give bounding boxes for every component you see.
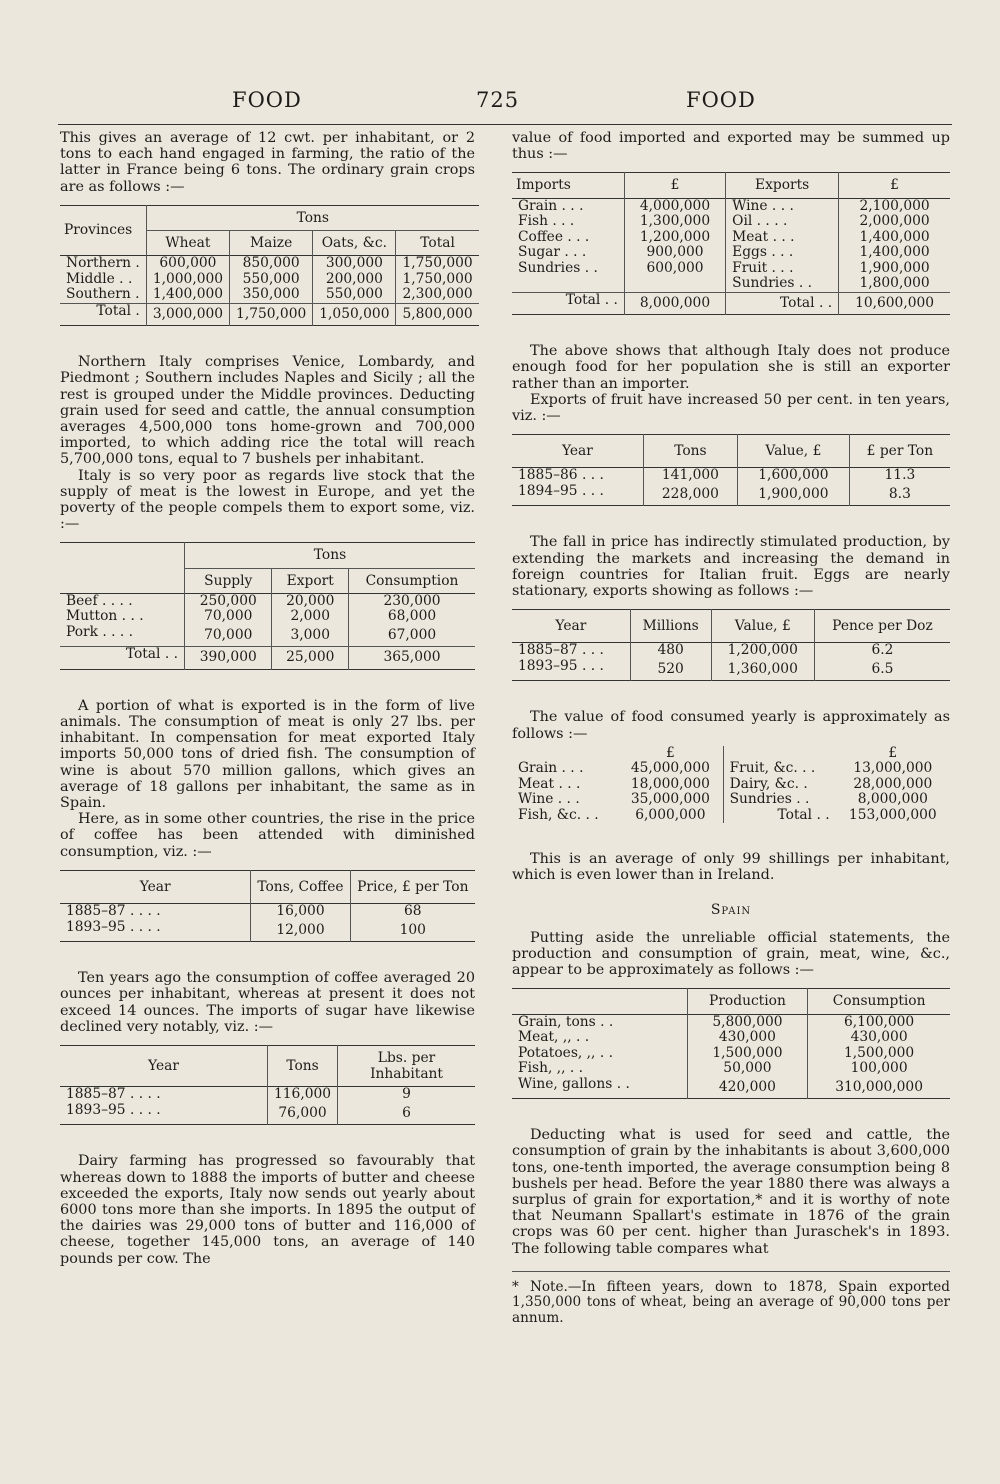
row-label: Pork . . . . (66, 623, 134, 640)
currency-header: £ (665, 744, 675, 761)
table-header: Provinces (64, 222, 133, 239)
paragraph: value of food imported and exported may be summed up thus :— (512, 130, 950, 163)
row-label: Fish, &c. . . (518, 806, 599, 823)
cell: 6.2 (814, 643, 950, 659)
table-header: Value, £ (738, 435, 850, 468)
cell: 900,000 (624, 245, 725, 261)
cell: 8.3 (849, 484, 950, 506)
row-label: Total . . (125, 646, 178, 663)
row-label: 1893–95 . . . (518, 657, 604, 674)
cell: 12,000 (251, 920, 350, 942)
row-label: Wine . . . (726, 198, 839, 214)
row-label: 1885–87 . . . (518, 642, 604, 659)
table-header: Export (272, 568, 349, 593)
row-label: 1893–95 . . . . (66, 918, 161, 935)
cell: 520 (630, 659, 711, 681)
cell: 6,000,000 (635, 806, 706, 823)
currency-header: £ (888, 744, 898, 761)
row-label: 1885–86 . . . (518, 467, 604, 484)
table-header: Production (687, 989, 808, 1014)
consumed-table (512, 746, 950, 824)
page-number: 725 (476, 88, 520, 112)
paragraph: The above shows that although Italy does not produce enough food for her population she is still an exporter rather than an importer. (512, 343, 950, 392)
row-label: Beef . . . . (66, 592, 133, 609)
cell: 310,000,000 (808, 1077, 950, 1099)
table-header: Wheat (146, 231, 229, 256)
cell: 1,500,000 (808, 1046, 950, 1062)
paragraph: Here, as in some other countries, the rise in the price of coffee has been attended with diminished consumption, viz. :— (60, 811, 475, 860)
table-row (512, 1014, 950, 1030)
cell: 1,900,000 (738, 484, 850, 506)
row-label: Meat . . . (518, 775, 581, 792)
paragraph: Ten years ago the consumption of coffee averaged 20 ounces per inhabitant, whereas at present it does not exceed 14 ounces. The imports of sugar have likewise declined very notably, viz. :— (60, 970, 475, 1035)
grain-table (60, 205, 479, 326)
table-header: Oats, &c. (313, 231, 396, 256)
row-label: Middle . . (66, 270, 133, 287)
row-label: Total . . (726, 292, 839, 315)
table-row (512, 245, 950, 261)
row-label: Sundries . . (723, 792, 836, 808)
sugar-table (60, 1045, 475, 1125)
paragraph: Dairy farming has progressed so favourably that whereas down to 1888 the imports of butter and cheese exceeded the exports, Italy now sends out yearly about 6000 tons more than she imports. In 1895 the output of the dairies was 29,000 tons of butter and 116,000 of cheese, together 145,000 tons, an average of 140 pounds per cow. The (60, 1153, 475, 1267)
spain-table (512, 988, 950, 1099)
cell: 365,000 (349, 647, 476, 670)
cell: 13,000,000 (853, 760, 933, 777)
cell: 430,000 (687, 1030, 808, 1046)
row-label: Potatoes, ,, . . (518, 1044, 613, 1061)
cell: 9 (338, 1087, 475, 1103)
table-row (512, 198, 950, 214)
row-label: 1885–87 . . . . (66, 903, 161, 920)
table-row (512, 1046, 950, 1062)
cell: 1,800,000 (839, 276, 950, 292)
table-header: Consumption (349, 568, 476, 593)
table-header: Year (555, 618, 587, 635)
table-header: £ per Ton (849, 435, 950, 468)
cell: 76,000 (268, 1103, 338, 1125)
total-row (60, 303, 479, 326)
table-row (512, 468, 950, 484)
paragraph: This gives an average of 12 cwt. per inhabitant, or 2 tons to each hand engaged in farming, the ratio of the latter in France being 6 tons. The ordinary grain crops are as follows :— (60, 130, 475, 195)
row-label: Eggs . . . (726, 245, 839, 261)
cell: 1,200,000 (624, 230, 725, 246)
cell: 228,000 (643, 484, 737, 506)
paragraph: The fall in price has indirectly stimulated production, by extending the markets and increasing the demand in foreign countries for Italian fruit. Eggs are nearly stationary, exports showing as follows :— (512, 534, 950, 599)
cell: 5,800,000 (687, 1014, 808, 1030)
cell: 6,100,000 (808, 1014, 950, 1030)
total-row (60, 647, 475, 670)
paragraph: The value of food consumed yearly is approximately as follows :— (512, 709, 950, 742)
row-label: 1894–95 . . . (518, 482, 604, 499)
row-label: Grain . . . (518, 197, 584, 214)
row-label: Grain . . . (518, 760, 584, 777)
cell: 28,000,000 (853, 775, 933, 792)
table-row (60, 609, 475, 625)
cell: 1,360,000 (711, 659, 814, 681)
row-label: Southern . (66, 286, 140, 303)
table-header: Year (148, 1058, 179, 1074)
cell: 25,000 (272, 647, 349, 670)
cell: 6.5 (814, 659, 950, 681)
table-header: Price, £ per Ton (350, 870, 475, 903)
running-head-right: FOOD (686, 88, 756, 112)
table-header: Pence per Doz (814, 610, 950, 643)
table-row (512, 659, 950, 681)
cell: 70,000 (185, 609, 272, 625)
cell: 1,050,000 (313, 303, 396, 326)
row-label: Sundries . . (518, 259, 598, 276)
table-header: Millions (630, 610, 711, 643)
left-column (60, 130, 475, 1267)
table-row (60, 1087, 475, 1103)
paragraph: Exports of fruit have increased 50 per cent. in ten years, viz. :— (512, 391, 950, 424)
paragraph: This is an average of only 99 shillings per inhabitant, which is even lower than in Ireland. (512, 851, 950, 884)
table-row (60, 1103, 475, 1125)
header-rule (58, 124, 952, 125)
table-row (512, 792, 950, 808)
cell: 420,000 (687, 1077, 808, 1099)
table-row (512, 230, 950, 246)
table-row (512, 761, 950, 777)
meat-table (60, 542, 475, 669)
row-label: Wine, gallons . . (518, 1075, 630, 1092)
cell: 68,000 (349, 609, 476, 625)
cell: 2,100,000 (839, 198, 950, 214)
row-label: Wine . . . (518, 791, 580, 808)
cell: 68 (350, 904, 475, 920)
cell: 550,000 (230, 272, 313, 288)
cell: 550,000 (313, 287, 396, 303)
cell: 10,600,000 (839, 292, 950, 315)
cell: 11.3 (849, 468, 950, 484)
table-header: Lbs. per Inhabitant (338, 1045, 475, 1086)
right-column (512, 130, 950, 1326)
cell: 390,000 (185, 647, 272, 670)
table-row (512, 808, 950, 824)
cell: 70,000 (185, 625, 272, 647)
row-label: Total . (96, 302, 140, 319)
cell: 1,750,000 (230, 303, 313, 326)
cell: 1,750,000 (396, 256, 479, 272)
row-label: Sugar . . . (518, 244, 587, 261)
cell: 1,200,000 (711, 643, 814, 659)
row-label: Grain, tons . . (518, 1013, 614, 1030)
table-header: Total (396, 231, 479, 256)
table-row (512, 261, 950, 277)
cell: 18,000,000 (630, 775, 710, 792)
cell: 1,600,000 (738, 468, 850, 484)
running-head-left: FOOD (232, 88, 302, 112)
row-label: Meat . . . (726, 230, 839, 246)
cell: 350,000 (230, 287, 313, 303)
paragraph: A portion of what is exported is in the form of live animals. The consumption of meat is only 27 lbs. per inhabitant. In compensation for meat exported Italy imports 50,000 tons of dried fish. The consumption of wine is about 570 million gallons, which gives an average of 18 gallons per inhabitant, the same as in Spain. (60, 697, 475, 812)
cell: 230,000 (349, 593, 476, 609)
table-row (512, 276, 950, 292)
table-row (60, 287, 479, 303)
row-label: Oil . . . . (726, 214, 839, 230)
cell: 50,000 (687, 1061, 808, 1077)
table-header: £ (624, 173, 725, 198)
cell: 153,000,000 (848, 806, 937, 823)
table-header: Value, £ (711, 610, 814, 643)
row-label: Fish . . . (518, 213, 575, 230)
table-row (60, 256, 479, 272)
eggs-table (512, 609, 950, 681)
table-row (60, 904, 475, 920)
table-header: Tons (268, 1045, 338, 1086)
cell: 300,000 (313, 256, 396, 272)
paragraph: Northern Italy comprises Venice, Lombardy, and Piedmont ; Southern includes Naples and Sicily ; all the rest is grouped under the Middle provinces. Deducting grain used for seed and cattle, the annual consumption averages 4,500,000 tons home-grown and 700,000 imported, to which adding rice the total will reach 5,700,000 tons, equal to 7 bushels per inhabitant. (60, 354, 475, 468)
cell: 480 (630, 643, 711, 659)
cell (624, 276, 725, 292)
row-label: Coffee . . . (518, 228, 590, 245)
cell: 100 (350, 920, 475, 942)
row-label: 1885–87 . . . . (66, 1086, 161, 1103)
row-label: Fruit, &c. . . (723, 761, 836, 777)
table-header: Maize (230, 231, 313, 256)
table-header: Year (561, 443, 593, 460)
table-row (512, 484, 950, 506)
cell: 6 (338, 1103, 475, 1125)
total-row (512, 292, 950, 315)
cell: 100,000 (808, 1061, 950, 1077)
cell: 1,300,000 (624, 214, 725, 230)
table-row (512, 214, 950, 230)
table-header: Year (139, 878, 171, 895)
table-header: Consumption (808, 989, 950, 1014)
row-label: Sundries . . (726, 276, 839, 292)
cell: 2,300,000 (396, 287, 479, 303)
table-row (60, 272, 479, 288)
cell: 4,000,000 (624, 198, 725, 214)
paragraph: Italy is so very poor as regards live stock that the supply of meat is the lowest in Europe, and yet the poverty of the people compels them to export some, viz. :— (60, 467, 475, 533)
paragraph: Deducting what is used for seed and cattle, the consumption of grain by the inhabitants is about 3,600,000 tons, one-tenth imported, the average consumption being 8 bushels per head. Before the year 1880 there was always a surplus of grain for exportation,* and it is worthy of note that Neumann Spallart's estimate in 1876 of the grain crops was 60 per cent. higher than Juraschek's in 1893. The following table compares what (512, 1127, 950, 1257)
cell: 850,000 (230, 256, 313, 272)
table-row (60, 625, 475, 647)
cell: 35,000,000 (630, 791, 710, 808)
cell: 1,400,000 (839, 230, 950, 246)
table-header: Tons, Coffee (251, 870, 350, 903)
table-row (512, 643, 950, 659)
table-row (512, 1061, 950, 1077)
cell: 141,000 (643, 468, 737, 484)
cell: 5,800,000 (396, 303, 479, 326)
fruit-table (512, 434, 950, 506)
table-header: Tons (146, 205, 478, 230)
cell: 430,000 (808, 1030, 950, 1046)
row-label: Meat, ,, . . (518, 1029, 590, 1046)
section-title: Spain (710, 901, 752, 918)
row-label: 1893–95 . . . . (66, 1101, 161, 1118)
table-header: Tons (643, 435, 737, 468)
row-label: Dairy, &c. . (723, 777, 836, 793)
row-label: Fruit . . . (726, 261, 839, 277)
cell: 2,000,000 (839, 214, 950, 230)
table-header: £ (839, 173, 950, 198)
row-label: Mutton . . . (66, 608, 144, 625)
table-header: Supply (185, 568, 272, 593)
cell: 20,000 (272, 593, 349, 609)
cell: 1,500,000 (687, 1046, 808, 1062)
cell: 2,000 (272, 609, 349, 625)
cell: 116,000 (268, 1087, 338, 1103)
table-row (512, 1077, 950, 1099)
cell: 8,000,000 (857, 791, 928, 808)
cell: 45,000,000 (630, 760, 710, 777)
row-label: Northern . (66, 255, 140, 272)
cell: 1,400,000 (146, 287, 229, 303)
cell: 600,000 (146, 256, 229, 272)
cell: 250,000 (185, 593, 272, 609)
table-row (60, 920, 475, 942)
cell: 200,000 (313, 272, 396, 288)
cell: 3,000 (272, 625, 349, 647)
table-row (60, 593, 475, 609)
footnote: * Note.—In fifteen years, down to 1878, Spain exported 1,350,000 tons of wheat, being an average of 90,000 tons per annum. (512, 1271, 950, 1327)
table-header: Exports (726, 173, 839, 198)
table-row (512, 1030, 950, 1046)
cell: 1,750,000 (396, 272, 479, 288)
row-label: Total . . (723, 808, 836, 824)
cell: 1,900,000 (839, 261, 950, 277)
cell: 67,000 (349, 625, 476, 647)
row-label (512, 276, 624, 292)
trade-table (512, 172, 950, 315)
cell: 8,000,000 (624, 292, 725, 315)
row-label: Fish, ,, . . (518, 1060, 584, 1077)
cell: 1,400,000 (839, 245, 950, 261)
table-header: Imports (516, 177, 571, 194)
cell: 600,000 (624, 261, 725, 277)
table-row (512, 777, 950, 793)
table-header: Tons (185, 543, 476, 568)
coffee-table (60, 870, 475, 942)
cell: 3,000,000 (146, 303, 229, 326)
cell: 16,000 (251, 904, 350, 920)
cell: 1,000,000 (146, 272, 229, 288)
row-label: Total . . (565, 291, 618, 308)
paragraph: Putting aside the unreliable official statements, the production and consumption of grain, meat, wine, &c., appear to be approximately as follows :— (512, 929, 950, 979)
